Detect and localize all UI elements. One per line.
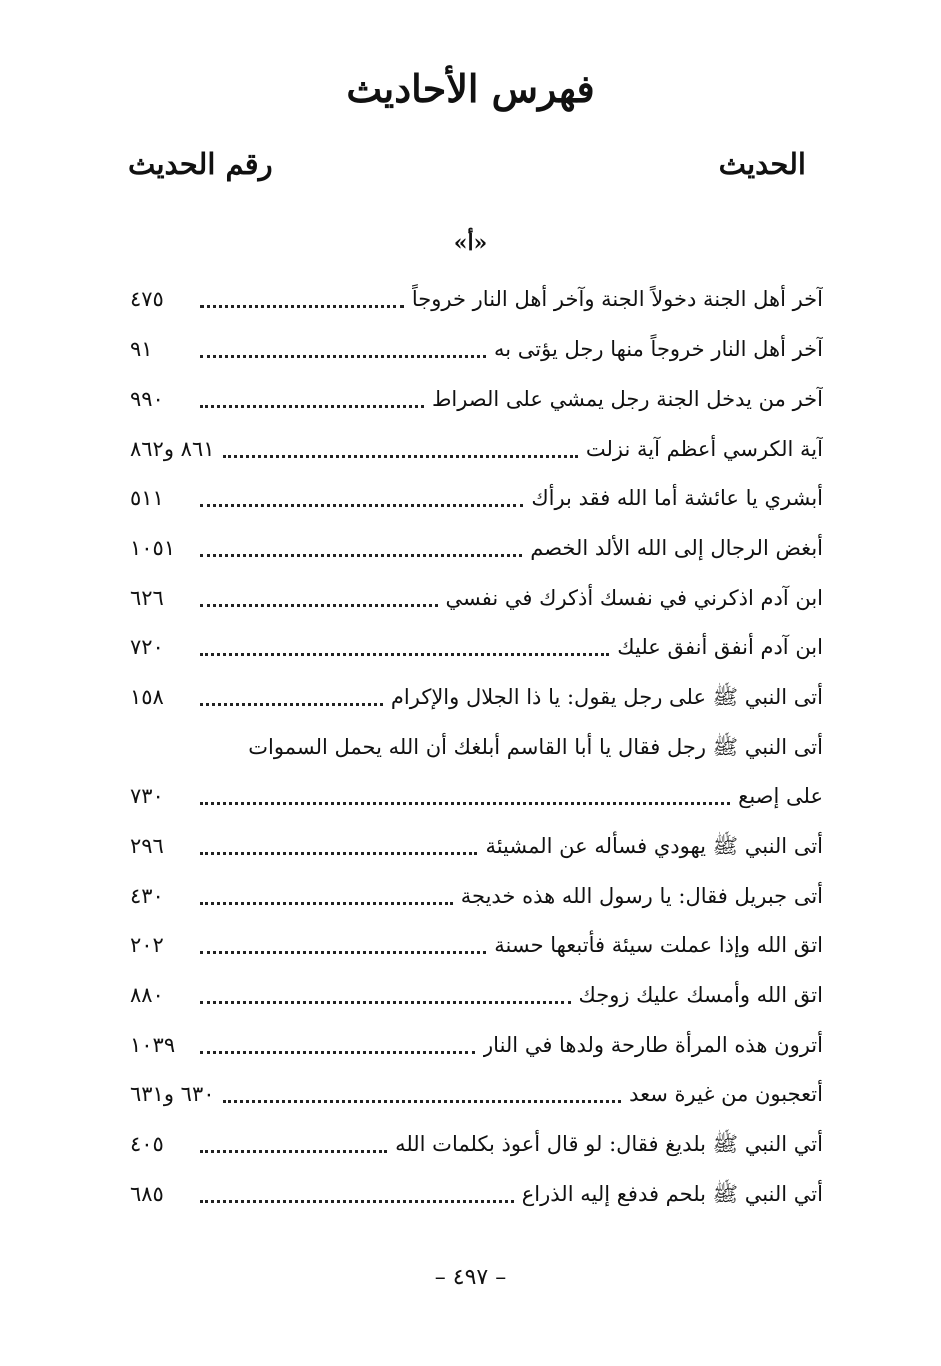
index-entry (130, 527, 823, 569)
dot-leader (200, 951, 486, 954)
dot-leader (200, 1150, 387, 1153)
entry-text: أبشري يا عائشة أما الله فقد برأك (531, 486, 823, 510)
dot-leader (200, 852, 477, 855)
index-entry (130, 477, 823, 519)
entry-text: ابن آدم اذكرني في نفسك أذكرك في نفسي (445, 586, 823, 610)
index-entry (130, 1024, 823, 1066)
entry-text: اتق الله وإذا عملت سيئة فأتبعها حسنة (494, 933, 823, 957)
index-entry (130, 875, 823, 917)
entry-number: ٤٠٥ (130, 1132, 164, 1156)
entry-text: على إصبع (738, 784, 823, 808)
index-entry (130, 378, 823, 420)
dot-leader (200, 1200, 514, 1203)
index-entry (130, 974, 823, 1016)
index-entry (130, 626, 823, 668)
entry-number: ٦٨٥ (130, 1182, 164, 1206)
dot-leader (200, 355, 486, 358)
section-letter: «أ» (453, 230, 488, 256)
entry-number: ٤٧٥ (130, 287, 164, 311)
dot-leader (200, 703, 383, 706)
entry-text: أتى النبي ﷺ رجل فقال يا أبا القاسم أبلغك أن الله يحمل السموات (248, 735, 823, 759)
entry-number: ٧٢٠ (130, 635, 164, 659)
entry-number: ٨٨٠ (130, 983, 164, 1007)
entry-number: ٤٣٠ (130, 884, 164, 908)
entry-text: آخر أهل الجنة دخولاً الجنة وآخر أهل النار خروجاً (411, 287, 823, 311)
dot-leader (200, 1001, 571, 1004)
entry-text: أتى النبي ﷺ على رجل يقول: يا ذا الجلال والإكرام (390, 685, 823, 709)
page-number: – ٤٩٧ – (434, 1265, 507, 1290)
entry-number: ٢٠٢ (130, 933, 164, 957)
dot-leader (200, 1051, 475, 1054)
page-title: فهرس الأحاديث (346, 66, 595, 111)
entry-number: ٦٢٦ (130, 586, 164, 610)
entry-text: ابن آدم أنفق أنفق عليك (617, 635, 823, 659)
entry-text: آخر من يدخل الجنة رجل يمشي على الصراط (431, 387, 823, 411)
entry-text: آخر أهل النار خروجاً منها رجل يؤتى به (494, 337, 823, 361)
index-entry (130, 676, 823, 718)
entry-text: أتي النبي ﷺ بلديغ فقال: لو قال أعوذ بكلمات الله (395, 1132, 823, 1156)
entry-text: أترون هذه المرأة طارحة ولدها في النار (483, 1033, 823, 1057)
index-entry (130, 577, 823, 619)
dot-leader (223, 1100, 622, 1103)
entry-text: أتي النبي ﷺ بلحم فدفع إليه الذراع (521, 1182, 823, 1206)
dot-leader (200, 653, 609, 656)
index-entry (130, 1073, 823, 1115)
entry-number: ٢٩٦ (130, 834, 164, 858)
index-entry (130, 775, 823, 817)
entry-number: ١٠٣٩ (130, 1033, 176, 1057)
dot-leader (200, 802, 730, 805)
index-entry (130, 1173, 823, 1215)
dot-leader (200, 554, 522, 557)
index-entry (130, 1123, 823, 1165)
column-header-hadith: الحديث (718, 147, 806, 181)
index-entry (130, 428, 823, 470)
index-entry (130, 328, 823, 370)
index-entry (130, 825, 823, 867)
entry-text: أتى النبي ﷺ يهودي فسأله عن المشيئة (485, 834, 823, 858)
index-entry (130, 726, 823, 768)
dot-leader (200, 902, 453, 905)
column-header-number: رقم الحديث (128, 147, 273, 181)
dot-leader (223, 455, 578, 458)
index-entry (130, 278, 823, 320)
entry-number: ٥١١ (130, 486, 164, 510)
entry-number: ١٥٨ (130, 685, 164, 709)
entry-text: اتق الله وأمسك عليك زوجك (578, 983, 823, 1007)
entry-text: آية الكرسي أعظم آية نزلت (585, 437, 823, 461)
index-entry (130, 924, 823, 966)
dot-leader (200, 305, 404, 308)
dot-leader (200, 604, 438, 607)
entry-number: ٩١ (130, 337, 153, 361)
entry-text: أبغض الرجال إلى الله الألد الخصم (530, 536, 823, 560)
entry-number: ٩٩٠ (130, 387, 164, 411)
entry-number: ١٠٥١ (130, 536, 176, 560)
dot-leader (200, 405, 424, 408)
dot-leader (200, 504, 523, 507)
entry-text: أتى جبريل فقال: يا رسول الله هذه خديجة (460, 884, 823, 908)
entry-number: ٨٦١ و٨٦٢ (130, 437, 215, 461)
entry-text: أتعجبون من غيرة سعد (629, 1082, 823, 1106)
entry-number: ٧٣٠ (130, 784, 164, 808)
entry-number: ٦٣٠ و٦٣١ (130, 1082, 215, 1106)
